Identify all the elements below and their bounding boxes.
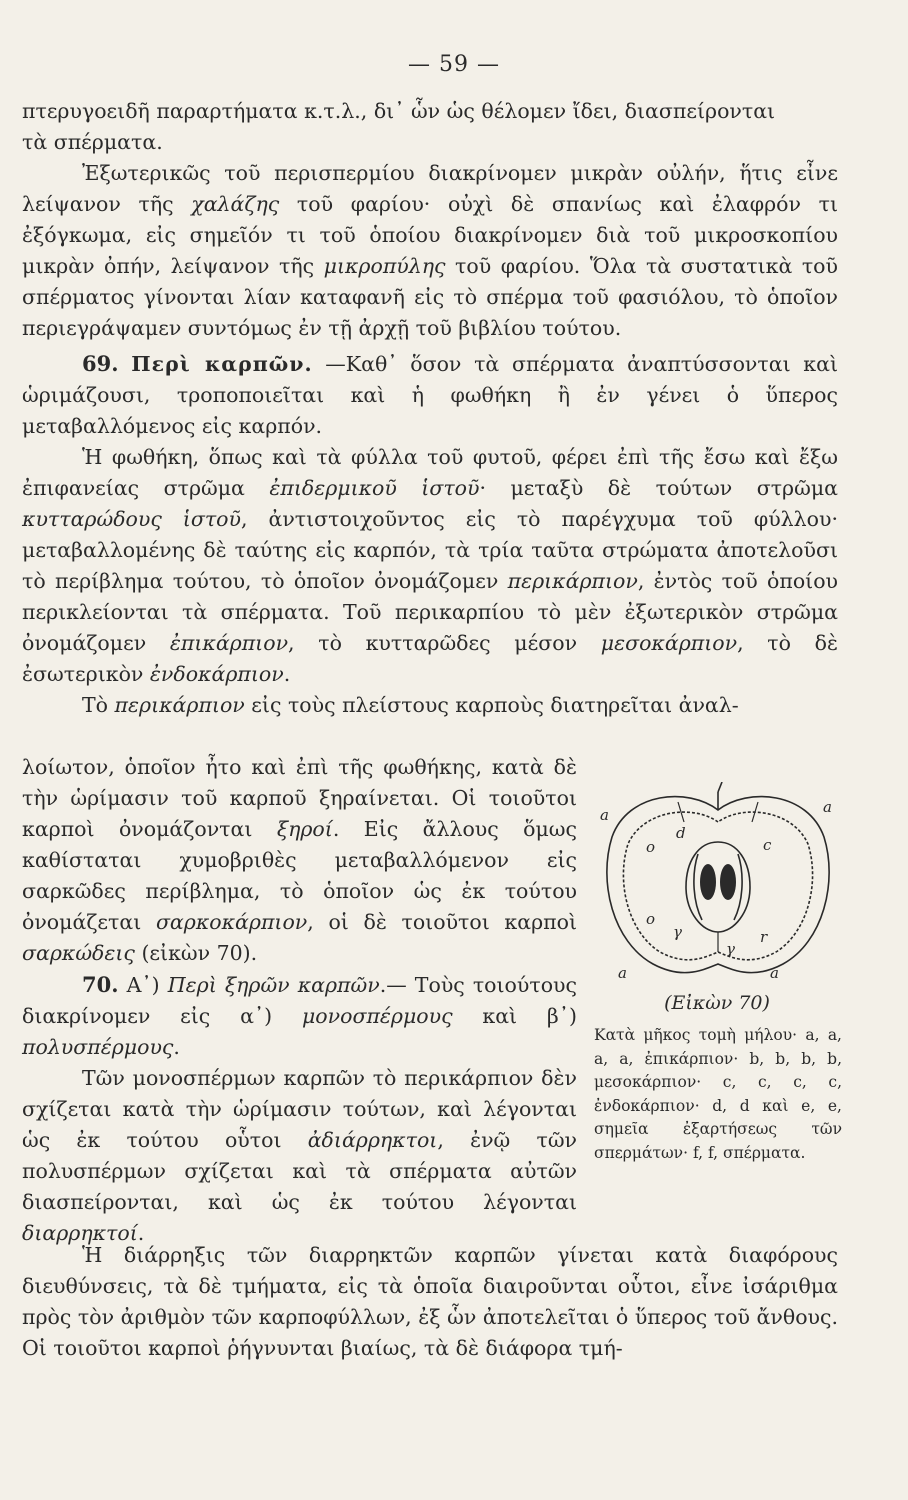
term: μεσοκάρπιον: [600, 631, 738, 655]
term: σαρκώδεις: [22, 941, 135, 965]
text-run: Τὸ: [82, 693, 115, 717]
term: ξηροί: [276, 817, 333, 841]
text-run: λοίωτον, ὁποῖον ἦτο καὶ ἐπὶ τῆς φωθήκης, κατὰ δὲ τὴν ὡρίμασιν τοῦ καρποῦ ξηραίνεται. Οἱ τοιοῦτοι καρποὶ ὀνομάζονται: [22, 755, 577, 841]
term: μικροπύλης: [323, 254, 446, 278]
term: σαρκοκάρπιον: [155, 910, 308, 934]
figure-label: a: [770, 964, 779, 982]
text-run: .— Τοὺς τοιούτους διακρίνομεν εἰς α᾽): [22, 973, 577, 1028]
term: πολυσπέρμους: [22, 1035, 174, 1059]
page-number: — 59 —: [408, 52, 500, 77]
left-column: [22, 752, 577, 1249]
figure-label: o: [646, 910, 656, 928]
text-run: Ἐξωτερικῶς τοῦ περισπερμίου διακρίνομεν μικρὰν οὐλήν, ἥτις εἶνε λείψανον τῆς: [22, 161, 838, 216]
text-run: , ἐνῷ τῶν πολυσπέρμων σχίζεται καὶ τὰ σπέρματα αὐτῶν διασπείρονται, καὶ ὡς ἐκ τούτου λέγονται: [22, 1128, 577, 1214]
top-text: [22, 96, 838, 721]
term: ἐπικάρπιον: [169, 631, 289, 655]
term: ἐνδοκάρπιον: [149, 662, 284, 686]
figure-label: c: [763, 836, 772, 854]
section-number: 70.: [82, 972, 119, 997]
text-line: τὰ σπέρματα.: [22, 130, 163, 154]
text-run: Α᾽): [118, 973, 168, 997]
paragraph-dehiscence: Ἡ διάρρηξις τῶν διαρρηκτῶν καρπῶν γίνεται κατὰ διαφόρους διευθύνσεις, τὰ δὲ τμήματα, εἰς τὰ ὁποῖα διαιροῦνται οὗτοι, εἶνε ἰσάριθμα πρὸς τὸν ἀριθμὸν τῶν καρποφύλλων, ἐξ ὧν ἀποτελεῖται ὁ ὕπερος τοῦ ἄνθους. Οἱ τοιοῦτοι καρποὶ ῥήγνυνται βιαίως, τὰ δὲ διάφορα τμή-: [22, 1243, 838, 1360]
section-number: 69.: [82, 351, 119, 376]
text-run: , τὸ δὲ ἐσωτερικὸν: [22, 631, 838, 686]
term: ἀδιάρρηκτοι: [307, 1128, 438, 1152]
paragraph-fothiki: [22, 442, 838, 690]
term: κυτταρώδους ἱστοῦ: [22, 507, 241, 531]
paragraph-pericarp-start: [22, 690, 838, 721]
text-run: εἰς τοὺς πλείστους καρποὺς διατηρεῖται ἀναλ-: [244, 693, 739, 717]
term: περικάρπιον: [507, 569, 638, 593]
text-run: .: [283, 662, 291, 686]
paragraph-monosperm: [22, 1063, 577, 1249]
text-run: Ἡ φωθήκη, ὅπως καὶ τὰ φύλλα τοῦ φυτοῦ, φέρει ἐπὶ τῆς ἔσω καὶ ἔξω ἐπιφανείας στρῶμα: [22, 445, 838, 500]
text-run: , τὸ κυτταρῶδες μέσον: [288, 631, 601, 655]
figure-label: γ: [726, 940, 735, 958]
figure-label: d: [676, 824, 686, 842]
apple-cross-section-illustration: [598, 782, 838, 982]
text-run: (εἰκὼν 70).: [134, 941, 258, 965]
text-run: .: [173, 1035, 180, 1059]
text-run: , ἀντιστοιχοῦντος εἰς τὸ παρέγχυμα τοῦ φύλλου· μεταβαλλομένης δὲ ταύτης εἰς καρπόν, τὰ τρία ταῦτα στρώματα ἀποτελοῦσι τὸ περίβλημα τούτου, τὸ ὁποῖον ὀνομάζομεν: [22, 507, 838, 593]
text-run: , οἱ δὲ τοιοῦτοι καρποὶ: [307, 910, 577, 934]
section-title: Περὶ ξηρῶν καρπῶν: [167, 973, 380, 997]
section-title: Περὶ καρπῶν.: [131, 352, 313, 376]
figure-label: a: [600, 806, 609, 824]
figure-label: o: [646, 838, 656, 856]
text-run: Τῶν μονοσπέρμων καρπῶν τὸ περικάρπιον δὲν σχίζεται κατὰ τὴν ὡρίμασιν τούτων, καὶ λέγονται ὡς ἐκ τούτου οὗτοι: [22, 1066, 577, 1152]
section-69: [22, 348, 838, 442]
term: διαρρηκτοί: [22, 1221, 138, 1245]
text-run: τοῦ φαρίου· οὐχὶ δὲ σπανίως καὶ ἐλαφρόν τι ἐξόγκωμα, εἰς σημεῖόν τι τοῦ ὁποίου διακρίνομεν διὰ τοῦ μικροσκοπίου μικρὰν ὀπήν, λείψανον τῆς: [22, 192, 838, 278]
section-70: [22, 969, 577, 1063]
paragraph-perisperm: [22, 158, 838, 344]
term: περικάρπιον: [114, 693, 245, 717]
figure-label: γ: [673, 923, 682, 941]
figure-description: Κατὰ μῆκος τομὴ μήλου· a, a, a, a, ἐπικάρπιον· b, b, b, b, μεσοκάρπιον· c, c, c, c, ἐνδοκάρπιον· d, d καὶ e, e, σημεῖα ἐξαρτήσεως τῶν σπερμάτων· f, f, σπέρματα.: [594, 1026, 842, 1162]
text-run: . Εἰς ἄλλους ὅμως καθίσταται χυμοβριθὲς μεταβαλλόμενον εἰς σαρκῶδες περίβλημα, τὸ ὁποῖον ὡς ἐκ τούτου ὀνομάζεται: [22, 817, 577, 934]
term: ἐπιδερμικοῦ ἱστοῦ: [269, 476, 480, 500]
apple-section-figure: [598, 782, 838, 982]
term: χαλάζης: [191, 192, 280, 216]
paragraph-continued: [22, 96, 838, 158]
figure-label: a: [618, 964, 627, 982]
figure-caption: (Εἰκὼν 70): [664, 992, 770, 1014]
text-run: · μεταξὺ δὲ τούτων στρῶμα: [479, 476, 838, 500]
figure-label: r: [760, 928, 768, 946]
paragraph-pericarp-cont: [22, 752, 577, 969]
bottom-text: [22, 1240, 838, 1364]
text-run: , ἐντὸς τοῦ ὁποίου περικλείονται τὰ σπέρματα. Τοῦ περικαρπίου τὸ μὲν ἐξωτερικὸν στρῶμα ὀνομάζομεν: [22, 569, 839, 655]
text-run: —Καθ᾽ ὅσον τὰ σπέρματα ἀναπτύσσονται καὶ ὡριμάζουσι, τροποποιεῖται καὶ ἡ φωθήκη ἢ ἐν γένει ὁ ὕπερος μεταβαλλόμενος εἰς καρπόν.: [22, 352, 838, 438]
term: μονοσπέρμους: [301, 1004, 453, 1028]
text-run: τοῦ φαρίου. Ὅλα τὰ συστατικὰ τοῦ σπέρματος γίνονται λίαν καταφανῆ εἰς τὸ σπέρμα τοῦ φασιόλου, τὸ ὁποῖον περιεγράψαμεν συντόμως ἐν τῇ ἀρχῇ τοῦ βιβλίου τούτου.: [22, 254, 838, 340]
text-run: .: [137, 1221, 145, 1245]
text-run: καὶ β᾽): [452, 1004, 577, 1028]
figure-label: a: [823, 798, 832, 816]
text-line: πτερυγοειδῆ παραρτήματα κ.τ.λ., δι᾽ ὧν ὡς θέλομεν ἴδει, διασπείρονται: [22, 99, 776, 123]
